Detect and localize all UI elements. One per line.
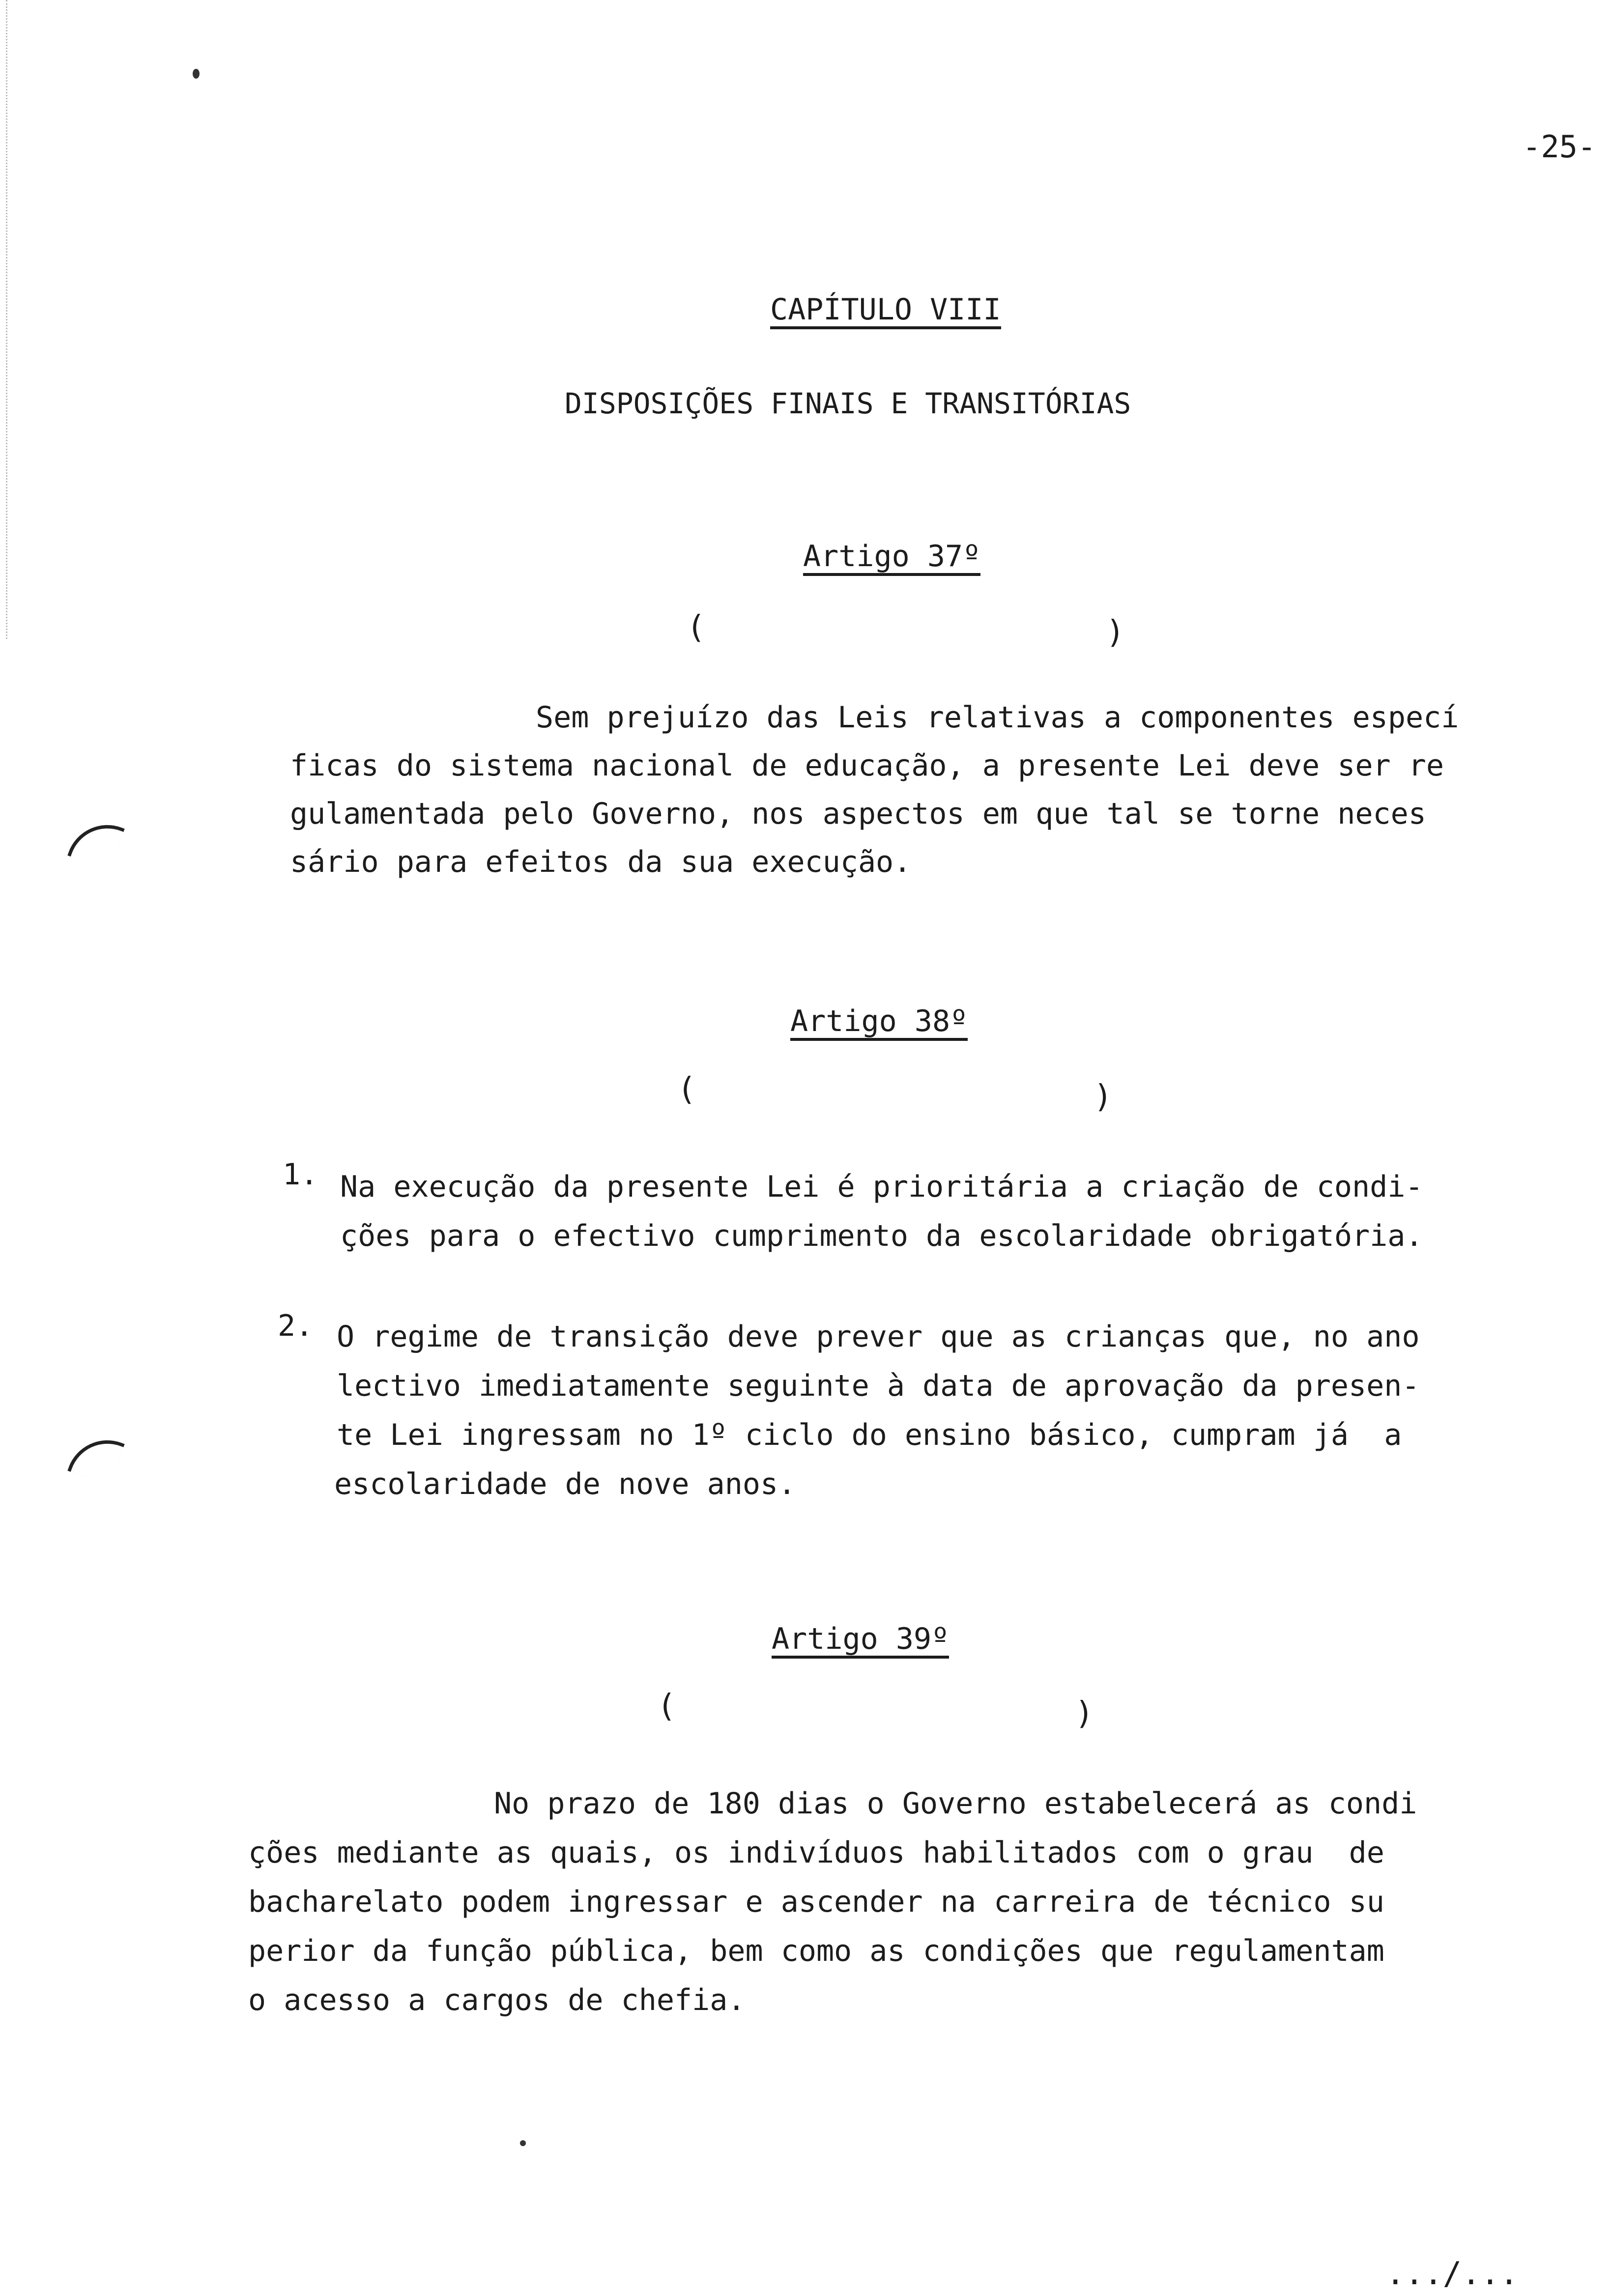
punch-hole-mark	[67, 813, 125, 871]
item-2-line: lectivo imediatamente seguinte à data de aprovação da presen-	[337, 1369, 1420, 1403]
article-39-line: bacharelato podem ingressar e ascender na carreira de técnico su	[248, 1885, 1384, 1919]
continuation-mark: .../...	[1386, 2256, 1519, 2292]
article-39-heading: Artigo 39º	[772, 1624, 949, 1659]
article-37-paren-close: )	[1106, 614, 1125, 651]
article-37-line: gulamentada pelo Governo, nos aspectos em que tal se torne neces	[290, 797, 1426, 831]
article-37-line: sário para efeitos da sua execução.	[290, 845, 912, 879]
page-number: -25-	[1523, 129, 1596, 165]
punch-hole-mark	[67, 1429, 125, 1486]
article-37-line: Sem prejuízo das Leis relativas a componentes especí	[536, 700, 1459, 735]
article-38-paren-close: )	[1094, 1079, 1113, 1115]
article-39-line: o acesso a cargos de chefia.	[248, 1983, 746, 2017]
article-37-heading: Artigo 37º	[803, 542, 980, 576]
item-2-line: escolaridade de nove anos.	[334, 1467, 796, 1501]
scan-speck	[193, 69, 200, 79]
article-38-heading: Artigo 38º	[790, 1006, 968, 1041]
scan-speck	[520, 2140, 526, 2146]
chapter-title: CAPÍTULO VIII	[770, 295, 1001, 329]
article-39-paren-close: )	[1075, 1695, 1094, 1732]
article-39-line: perior da função pública, bem como as condições que regulamentam	[248, 1934, 1384, 1968]
article-39-paren-open: (	[657, 1688, 676, 1724]
item-2-line: te Lei ingressam no 1º ciclo do ensino básico, cumpram já a	[337, 1418, 1402, 1452]
item-2-line: O regime de transição deve prever que as crianças que, no ano	[337, 1320, 1420, 1354]
item-2-number: 2.	[278, 1309, 314, 1343]
article-37-paren-open: (	[687, 609, 706, 646]
scan-edge-mark	[6, 0, 9, 639]
chapter-subtitle: DISPOSIÇÕES FINAIS E TRANSITÓRIAS	[565, 387, 1131, 420]
article-39-line: ções mediante as quais, os indivíduos habilitados com o grau de	[248, 1836, 1384, 1870]
article-37-line: ficas do sistema nacional de educação, a presente Lei deve ser re	[290, 748, 1444, 783]
item-1-line: Na execução da presente Lei é prioritária a criação de condi-	[340, 1170, 1423, 1204]
article-38-paren-open: (	[677, 1071, 696, 1108]
item-1-line: ções para o efectivo cumprimento da escolaridade obrigatória.	[340, 1219, 1423, 1253]
article-39-line: No prazo de 180 dias o Governo estabelecerá as condi	[494, 1786, 1417, 1821]
item-1-number: 1.	[283, 1157, 318, 1192]
